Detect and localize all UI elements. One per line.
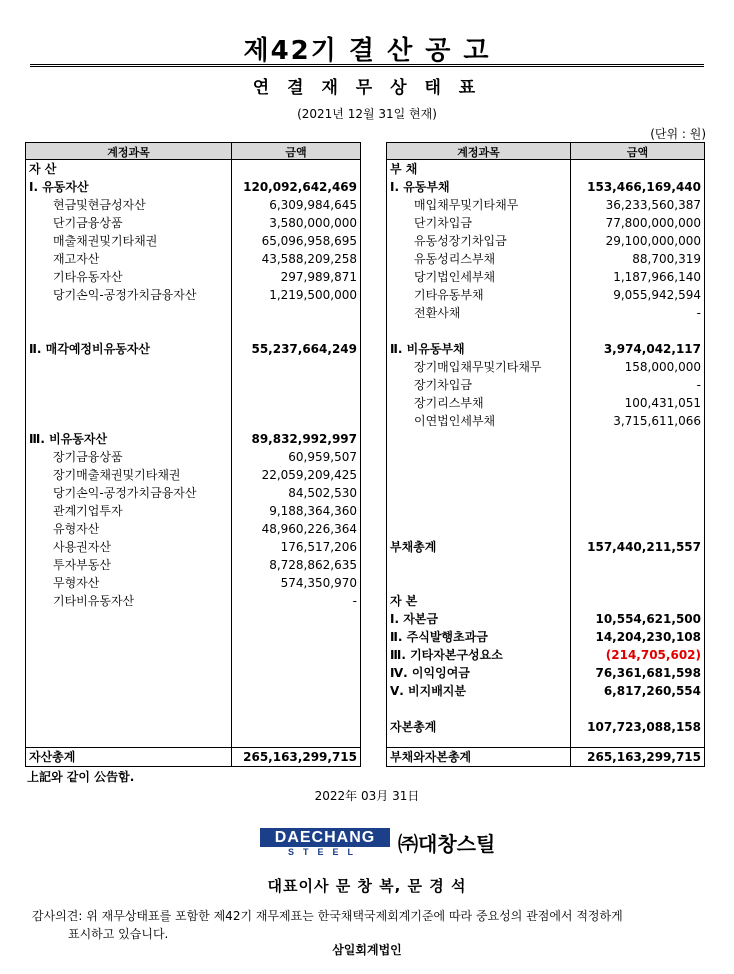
account-name: 기타유동부채: [414, 288, 484, 302]
page-title: 제42기 결 산 공 고: [243, 36, 491, 66]
account-name: 장기금융상품: [53, 450, 123, 464]
table-row: [387, 593, 704, 610]
table-row: [387, 341, 704, 358]
table-row: [26, 197, 360, 214]
table-row: [26, 359, 360, 376]
table-row: [26, 341, 360, 358]
account-amount: 6,309,984,645: [269, 198, 357, 212]
account-name: 유동성리스부채: [414, 252, 496, 266]
account-name: 부채총계: [390, 540, 437, 554]
table-row: [387, 665, 704, 682]
account-amount: 9,188,364,360: [269, 504, 357, 518]
account-amount: 1,187,966,140: [613, 270, 701, 284]
total-label: 자산총계: [29, 750, 76, 764]
table-row: [387, 557, 704, 574]
account-name: 장기차입금: [414, 378, 472, 392]
table-row: [26, 449, 360, 466]
table-row: [387, 359, 704, 376]
account-name: Ⅴ. 비지배지분: [390, 684, 466, 698]
account-amount: 107,723,088,158: [587, 720, 701, 734]
account-amount: 120,092,642,469: [243, 180, 357, 194]
account-amount: 43,588,209,258: [261, 252, 357, 266]
account-amount: 157,440,211,557: [587, 540, 701, 554]
account-name: Ⅱ. 주식발행초과금: [390, 630, 488, 644]
table-row: [387, 305, 704, 322]
title-divider-2: [30, 66, 704, 67]
account-amount: 14,204,230,108: [595, 630, 701, 644]
account-name: 무형자산: [53, 576, 100, 590]
liab-equity-total-row: [387, 749, 704, 766]
table-row: [387, 647, 704, 664]
table-row: [26, 323, 360, 340]
announcement-note: 上記와 같이 公告함.: [27, 770, 135, 784]
account-amount: 89,832,992,997: [251, 432, 357, 446]
account-name: 투자부동산: [53, 558, 111, 572]
account-amount: 6,817,260,554: [603, 684, 701, 698]
table-row: [387, 251, 704, 268]
account-name: 자 산: [29, 162, 57, 176]
account-amount: 22,059,209,425: [261, 468, 357, 482]
table-row: [387, 197, 704, 214]
table-row: [26, 413, 360, 430]
table-row: [387, 503, 704, 520]
liabilities-equity-table: [386, 142, 705, 767]
account-amount: -: [696, 306, 701, 320]
account-name: 관계기업투자: [53, 504, 123, 518]
table-row: [387, 539, 704, 556]
col-account-header: 계정과목: [107, 146, 150, 159]
table-row: [387, 719, 704, 736]
statement-title: 연 결 재 무 상 태 표: [252, 78, 482, 98]
table-row: [387, 467, 704, 484]
assets-table-header: [26, 143, 360, 160]
table-row: [387, 521, 704, 538]
table-row: [387, 179, 704, 196]
account-amount: 3,715,611,066: [613, 414, 701, 428]
table-row: [26, 503, 360, 520]
account-name: 당기법인세부채: [414, 270, 496, 284]
table-row: [26, 575, 360, 592]
table-row: [26, 233, 360, 250]
table-row: [387, 233, 704, 250]
table-row: [387, 269, 704, 286]
account-amount: 176,517,206: [280, 540, 357, 554]
account-amount: 55,237,664,249: [251, 342, 357, 356]
audit-opinion-line2: 표시하고 있습니다.: [68, 927, 169, 941]
table-row: [387, 377, 704, 394]
account-name: 사용권자산: [53, 540, 111, 554]
account-amount: 77,800,000,000: [605, 216, 701, 230]
account-amount: 1,219,500,000: [269, 288, 357, 302]
account-name: 장기매입채무및기타채무: [414, 360, 542, 374]
total-amount: 265,163,299,715: [587, 750, 701, 764]
account-name: 이연법인세부채: [414, 414, 496, 428]
account-name: 당기손익-공정가치금융자산: [53, 486, 197, 500]
account-amount: 60,959,507: [288, 450, 357, 464]
col-account-header: 계정과목: [457, 146, 500, 159]
col-amount-header: 금액: [626, 146, 649, 159]
table-row: [387, 395, 704, 412]
logo-subtext: STEEL: [287, 847, 362, 857]
table-row: [26, 161, 360, 178]
table-row: [26, 593, 360, 610]
table-row: [26, 485, 360, 502]
account-name: 기타비유동자산: [53, 594, 135, 608]
account-name: 장기매출채권및기타채권: [53, 468, 181, 482]
total-amount: 265,163,299,715: [243, 750, 357, 764]
audit-opinion-line1: 감사의견: 위 재무상태표를 포함한 제42기 재무제표는 한국채택국제회계기준에 따라 중요성의 관점에서 적정하게: [32, 909, 623, 923]
account-name: Ⅰ. 유동자산: [29, 180, 89, 194]
account-name: 유형자산: [53, 522, 100, 536]
account-amount: 48,960,226,364: [261, 522, 357, 536]
table-row: [26, 287, 360, 304]
account-amount: 100,431,051: [624, 396, 701, 410]
account-amount: 9,055,942,594: [613, 288, 701, 302]
table-row: [26, 467, 360, 484]
table-row: [387, 683, 704, 700]
account-name: 매출채권및기타채권: [53, 234, 158, 248]
assets-total-row: [26, 749, 360, 766]
table-row: [26, 269, 360, 286]
account-name: 당기손익-공정가치금융자산: [53, 288, 197, 302]
account-amount: 8,728,862,635: [269, 558, 357, 572]
table-row: [387, 431, 704, 448]
table-row: [26, 305, 360, 322]
table-row: [26, 377, 360, 394]
table-row: [387, 485, 704, 502]
company-name: ㈜대창스틸: [398, 832, 496, 856]
table-row: [387, 215, 704, 232]
table-row: [26, 395, 360, 412]
account-amount: 65,096,958,695: [261, 234, 357, 248]
assets-table: [25, 142, 361, 767]
account-amount: 10,554,621,500: [595, 612, 701, 626]
as-of-date: (2021년 12월 31일 현재): [297, 107, 437, 121]
account-amount: 76,361,681,598: [595, 666, 701, 680]
account-name: 자 본: [390, 594, 418, 608]
account-name: 현금및현금성자산: [53, 198, 146, 212]
table-row: [26, 431, 360, 448]
table-row: [387, 323, 704, 340]
account-name: 단기차입금: [414, 216, 472, 230]
account-name: Ⅰ. 자본금: [390, 612, 438, 626]
logo-wordmark: DAECHANG: [260, 828, 390, 847]
account-amount: 3,974,042,117: [603, 342, 701, 356]
total-label: 부채와자본총계: [390, 750, 472, 764]
account-amount: 158,000,000: [624, 360, 701, 374]
table-row: [387, 287, 704, 304]
account-name: 부 채: [390, 162, 418, 176]
liabilities-table-header: [387, 143, 704, 160]
account-amount: -: [352, 594, 357, 608]
account-name: Ⅲ. 비유동자산: [29, 432, 108, 446]
account-name: Ⅲ. 기타자본구성요소: [390, 648, 503, 662]
table-row: [387, 413, 704, 430]
total-divider: [26, 747, 360, 748]
company-logo: [260, 828, 390, 858]
account-name: 기타유동자산: [53, 270, 123, 284]
account-amount: 153,466,169,440: [587, 180, 701, 194]
total-divider: [387, 747, 704, 748]
account-amount: (214,705,602): [605, 648, 701, 662]
account-name: 장기리스부채: [414, 396, 484, 410]
account-name: 재고자산: [53, 252, 100, 266]
table-row: [387, 629, 704, 646]
account-name: 매입채무및기타채무: [414, 198, 519, 212]
account-amount: 84,502,530: [288, 486, 357, 500]
auditor-name: 삼일회계법인: [332, 943, 402, 957]
table-row: [387, 611, 704, 628]
account-amount: -: [696, 378, 701, 392]
account-amount: 36,233,560,387: [605, 198, 701, 212]
table-row: [26, 557, 360, 574]
ceo-names: 대표이사 문 창 복, 문 경 석: [267, 877, 467, 895]
table-row: [26, 215, 360, 232]
account-name: Ⅰ. 유동부채: [390, 180, 450, 194]
account-name: Ⅳ. 이익잉여금: [390, 666, 470, 680]
announcement-date: 2022年 03月 31日: [314, 789, 420, 803]
account-name: 유동성장기차입금: [414, 234, 507, 248]
account-amount: 29,100,000,000: [605, 234, 701, 248]
account-name: 자본총계: [390, 720, 437, 734]
account-amount: 574,350,970: [280, 576, 357, 590]
table-row: [26, 539, 360, 556]
unit-label: (단위 : 원): [650, 127, 706, 141]
title-divider: [30, 64, 704, 65]
col-amount-header: 금액: [285, 146, 307, 159]
table-row: [26, 251, 360, 268]
table-row: [26, 521, 360, 538]
table-row: [387, 449, 704, 466]
account-name: 전환사채: [414, 306, 461, 320]
account-name: 단기금융상품: [53, 216, 123, 230]
table-row: [26, 179, 360, 196]
account-amount: 297,989,871: [280, 270, 357, 284]
table-row: [387, 161, 704, 178]
account-amount: 3,580,000,000: [269, 216, 357, 230]
account-name: Ⅱ. 매각예정비유동자산: [29, 342, 150, 356]
table-row: [387, 701, 704, 718]
account-name: Ⅱ. 비유동부채: [390, 342, 465, 356]
account-amount: 88,700,319: [632, 252, 701, 266]
table-row: [387, 575, 704, 592]
